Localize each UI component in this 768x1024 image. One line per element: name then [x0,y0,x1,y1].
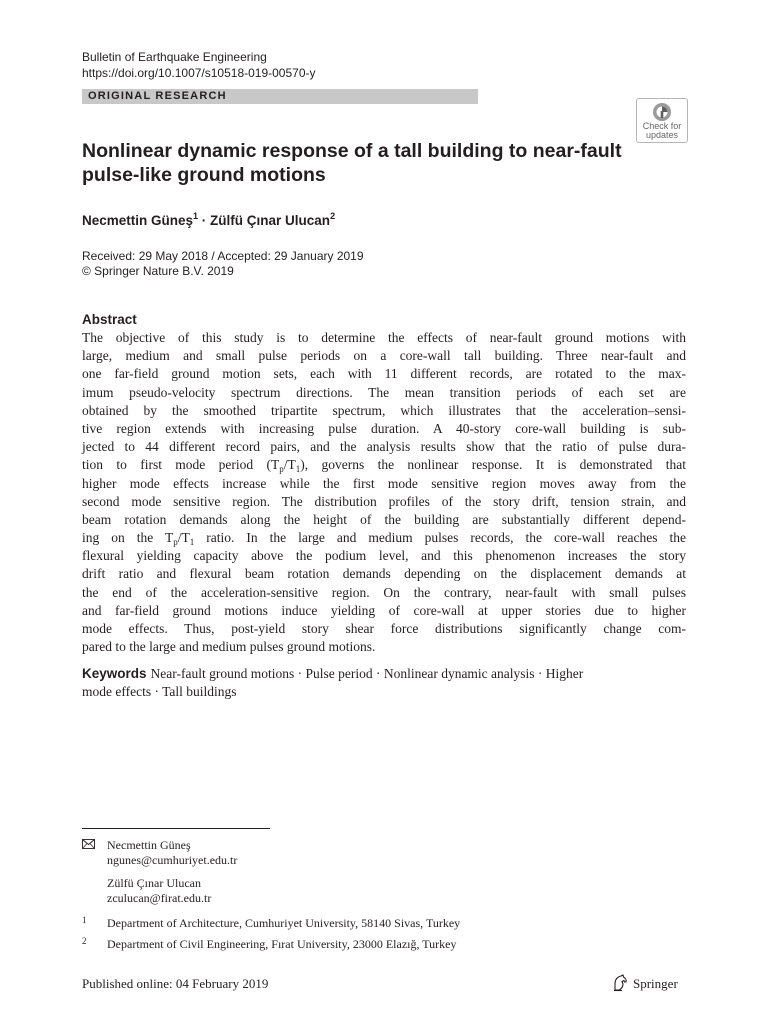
abstract-text: /T [177,530,190,546]
abstract-line: the end of the acceleration-sensitive region. On the contrary, near-fault with small pulses [82,584,686,600]
author-separator: · [198,213,211,228]
author-list [82,207,335,230]
abstract-text: ratio. In the large and medium pulses records, the core-wall reaches the [194,530,686,546]
check-for-updates-icon [652,102,672,122]
abstract-line: drift ratio and flexural beam rotation demands depending on the displacement demands at [82,566,686,582]
abstract-body [82,329,686,656]
title-line-1: Nonlinear dynamic response of a tall building to near-fault [82,140,622,162]
journal-header [82,49,316,81]
abstract-line: jected to 44 different record pairs, and the analysis results show that the ratio of pulse dura- [82,439,686,455]
footnote-divider [82,828,270,829]
keywords-line: mode effects · Tall buildings [82,684,237,700]
abstract-line: second mode sensitive region. The distribution profiles of the story drift, tension strain, and [82,493,686,509]
subscript: p [173,537,178,548]
envelope-icon [82,839,95,849]
author-name[interactable]: Necmettin Güneş [82,213,194,228]
abstract-line [82,456,686,474]
springer-horse-icon [612,974,628,992]
author-name[interactable]: Zülfü Çınar Ulucan [210,213,331,228]
check-for-updates-line1: Check for [642,121,682,131]
section-label: ORIGINAL RESEARCH [88,90,227,102]
abstract-line: pared to the large and medium pulses ground motions. [82,639,376,655]
abstract-text: tion to first mode period (T [82,457,280,473]
abstract-line: The objective of this study is to determine the effects of near-fault ground motions with [82,330,686,345]
subscript: 1 [189,537,195,548]
title-line-2: pulse-like ground motions [82,164,326,186]
journal-name: Bulletin of Earthquake Engineering [82,50,267,64]
affiliation-number: 1 [82,915,87,925]
abstract-heading: Abstract [82,312,137,327]
abstract-line [82,529,686,547]
abstract-line: tive region extends with increasing pulse duration. A 40-story core-wall building is sub- [82,420,686,436]
keywords-label: Keywords [82,666,147,681]
published-online: Published online: 04 February 2019 [82,976,269,991]
corresponding-authors [107,838,237,906]
abstract-line: higher mode effects increase while the first mode sensitive region moves away from the [82,475,686,491]
doi-link[interactable]: https://doi.org/10.1007/s10518-019-00570-y [82,66,316,80]
abstract-line: one far-field ground motion sets, each with 11 different records, are rotated to the max- [82,366,686,382]
abstract-text: ), governs the nonlinear response. It is demonstrated that [300,457,686,473]
abstract-text: ing on the T [82,530,174,546]
corresponding-email[interactable]: ngunes@cumhuriyet.edu.tr [107,853,238,867]
abstract-line: and far-field ground motions induce yielding of core-wall at upper stories due to higher [82,602,686,618]
abstract-line: large, medium and small pulse periods on a core-wall tall building. Three near-fault and [82,348,686,364]
abstract-text: /T [283,457,296,473]
affiliation-text: Department of Civil Engineering, Fırat University, 23000 Elazığ, Turkey [107,937,457,951]
section-banner [82,89,478,104]
keywords-text: Near-fault ground motions · Pulse period · Nonlinear dynamic analysis · Higher [150,666,584,681]
copyright-notice: © Springer Nature B.V. 2019 [82,264,234,278]
author-affiliation-mark: 1 [193,211,199,221]
keywords-line [82,665,686,683]
publisher-name: Springer [633,976,678,991]
affiliation-text: Department of Architecture, Cumhuriyet University, 58140 Sivas, Turkey [107,916,461,930]
paper-title [82,139,642,187]
abstract-line: flexural yielding capacity above the podium level, and this phenomenon increases the story [82,548,686,564]
abstract-line: mode effects. Thus, post-yield story shear force distributions significantly change com- [82,621,686,636]
coauthor-email[interactable]: zculucan@firat.edu.tr [107,891,212,905]
abstract-line: beam rotation demands along the height of the building are substantially different depend- [82,511,686,527]
check-for-updates-badge[interactable] [636,98,688,143]
coauthor-name: Zülfü Çınar Ulucan [107,876,201,890]
received-accepted-dates: Received: 29 May 2018 / Accepted: 29 January 2019 [82,249,364,263]
subscript: p [279,464,284,475]
abstract-line: obtained by the smoothed tripartite spectrum, which illustrates that the acceleration–sensi- [82,402,686,418]
corresponding-name: Necmettin Güneş [107,838,191,852]
subscript: 1 [295,464,301,475]
abstract-line: imum pseudo-velocity spectrum directions. The mean transition periods of each set are [82,384,686,400]
author-affiliation-mark: 2 [330,211,336,221]
affiliation-number: 2 [82,936,87,946]
publication-dates [82,249,364,279]
check-for-updates-line2: updates [645,130,679,140]
check-for-updates-label [637,122,687,140]
keywords-section [82,665,686,701]
